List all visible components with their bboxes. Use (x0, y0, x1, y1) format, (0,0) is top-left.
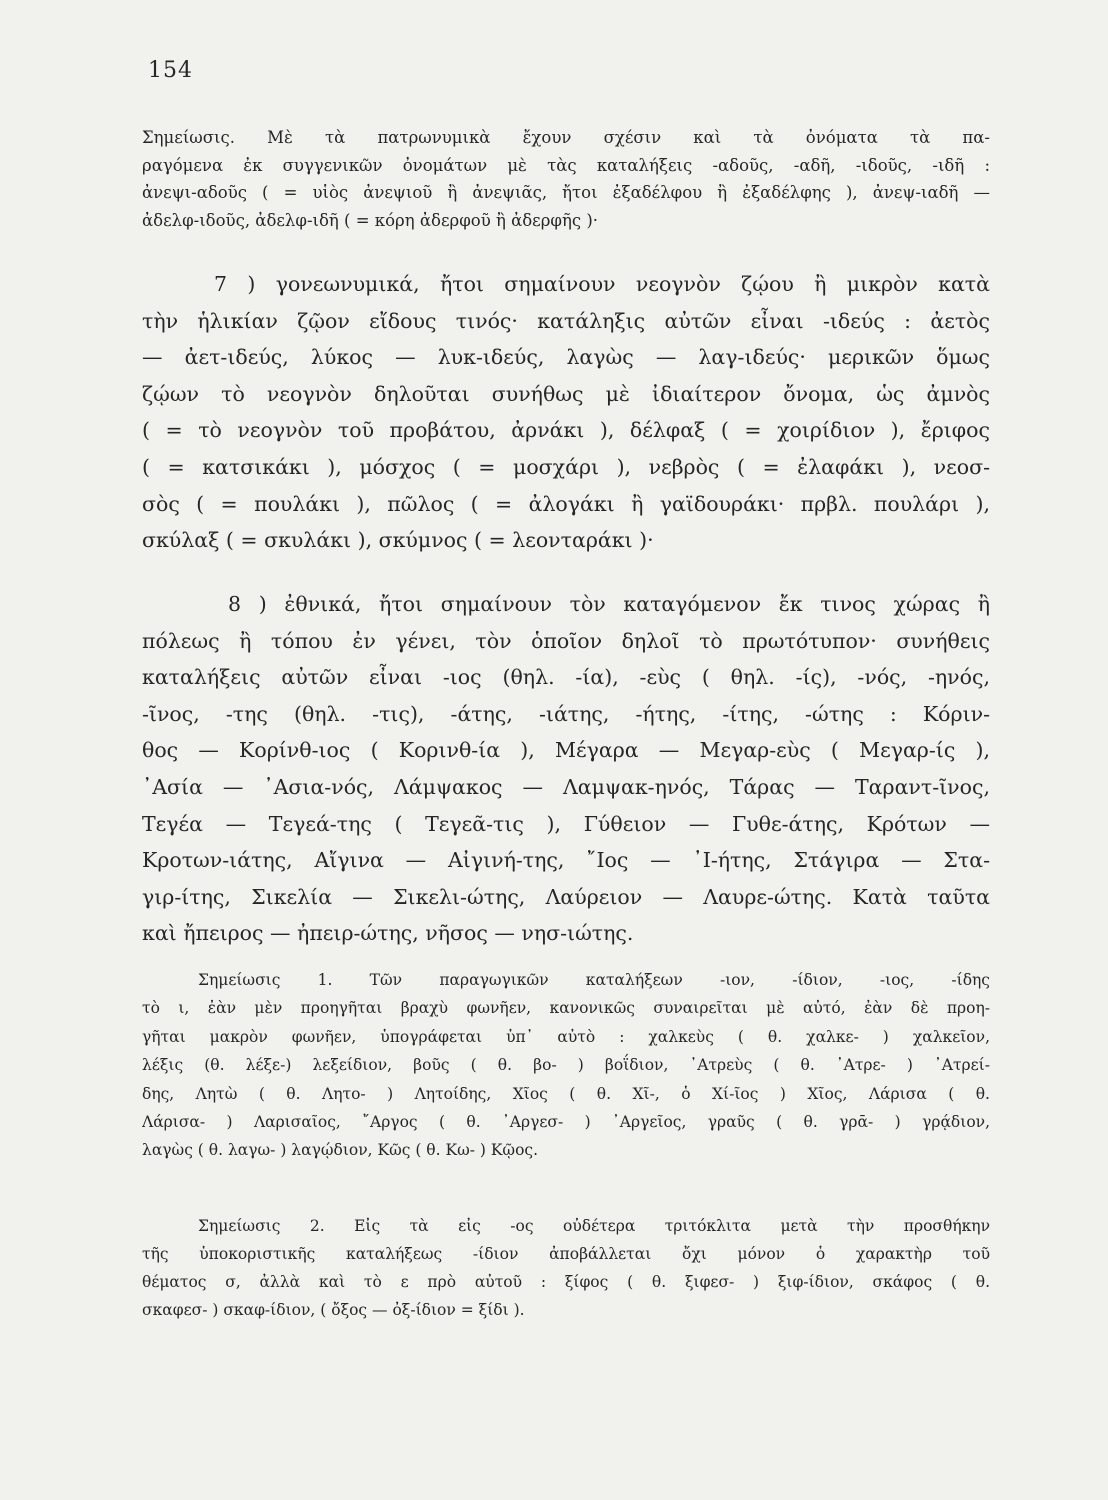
text-line: σκύλαξ ( = σκυλάκι ), σκύμνος ( = λεονταράκι )· (142, 528, 654, 553)
text-line: ραγόμενα ἐκ συγγενικῶν ὀνομάτων μὲ τὰς καταλήξεις -αδοῦς, -αδῆ, -ιδοῦς, -ιδῆ : (142, 155, 990, 175)
text-line: Σημείωσις 1. Τῶν παραγωγικῶν καταλήξεων -ιον, -ίδιον, -ιος, -ίδης (198, 971, 990, 989)
text-line: Σημείωσις. Μὲ τὰ πατρωνυμικὰ ἔχουν σχέσιν καὶ τὰ ὀνόματα τὰ πα- (142, 128, 990, 147)
text-line: ἀνεψι-αδοῦς ( = υἱὸς ἀνεψιοῦ ἢ ἀνεψιᾶς, ἤτοι ἐξαδέλφου ἢ ἐξαδέλφης ), ἀνεψ-ιαδῆ — (142, 183, 990, 202)
text-line: γιρ-ίτης, Σικελία — Σικελι-ώτης, Λαύρειον — Λαυρε-ώτης. Κατὰ ταῦτα (142, 884, 990, 909)
text-line: Κροτων-ιάτης, Αἴγινα — Αἰγινή-της, ῎Ιος — ᾿Ι-ήτης, Στάγιρα — Στα- (142, 848, 990, 873)
text-line: 7 ) γονεωνυμικά, ἤτοι σημαίνουν νεογνὸν ζῴου ἢ μικρὸν κατὰ (214, 272, 990, 296)
text-line: γῆται μακρὸν φωνῆεν, ὑπογράφεται ὑπ᾿ αὐτὸ : χαλκεὺς ( θ. χαλκε- ) χαλκεῖον, (142, 1027, 990, 1046)
page-number: 154 (148, 58, 193, 83)
text-line: ζῴων τὸ νεογνὸν δηλοῦται συνήθως μὲ ἰδιαίτερον ὄνομα, ὡς ἀμνὸς (142, 381, 990, 406)
section-7-goneonymika (142, 266, 990, 559)
text-line: -ῖνος, -της (θηλ. -τις), -άτης, -ιάτης, -ήτης, -ίτης, -ώτης : Κόριν- (142, 701, 990, 726)
text-line: καὶ ἤπειρος — ἠπειρ-ώτης, νῆσος — νησ-ιώτης. (142, 921, 634, 946)
section-8-ethnika (142, 586, 990, 952)
note-1-suffixes (142, 966, 990, 1165)
text-line: ( = τὸ νεογνὸν τοῦ προβάτου, ἀρνάκι ), δέλφαξ ( = χοιρίδιον ), ἔριφος (142, 418, 990, 443)
text-line: — ἀετ-ιδεύς, λύκος — λυκ-ιδεύς, λαγὼς — λαγ-ιδεύς· μερικῶν ὅμως (142, 345, 990, 370)
text-line: σκαφεσ- ) σκαφ-ίδιον, ( ὄξος — ὀξ-ίδιον = ξίδι ). (142, 1301, 525, 1319)
text-line: Τεγέα — Τεγεά-της ( Τεγεᾶ-τις ), Γύθειον — Γυθε-άτης, Κρότων — (142, 811, 990, 836)
text-line: θος — Κορίνθ-ιος ( Κορινθ-ία ), Μέγαρα — Μεγαρ-εὺς ( Μεγαρ-ίς ), (142, 738, 990, 763)
text-line: τὸ ι, ἐὰν μὲν προηγῆται βραχὺ φωνῆεν, κανονικῶς συναιρεῖται μὲ αὐτό, ἐὰν δὲ προη- (142, 999, 990, 1018)
text-line: ( = κατσικάκι ), μόσχος ( = μοσχάρι ), νεβρὸς ( = ἐλαφάκι ), νεοσ- (142, 454, 990, 479)
text-line: πόλεως ἢ τόπου ἐν γένει, τὸν ὁποῖον δηλοῖ τὸ πρωτότυπον· συνήθεις (142, 628, 990, 653)
text-line: ἀδελφ-ιδοῦς, ἀδελφ-ιδῆ ( = κόρη ἀδερφοῦ ἢ ἀδερφῆς )· (142, 210, 599, 230)
text-line: Σημείωσις 2. Εἰς τὰ εἰς -ος οὐδέτερα τριτόκλιτα μετὰ τὴν προσθήκην (198, 1217, 990, 1235)
text-line: δης, Λητὼ ( θ. Λητο- ) Λητοίδης, Χῖος ( θ. Χῖ-, ὁ Χί-ῖος ) Χῖος, Λάρισα ( θ. (142, 1084, 990, 1103)
text-line: λαγὼς ( θ. λαγω- ) λαγῴδιον, Κῶς ( θ. Κω- ) Κῷος. (142, 1141, 539, 1160)
note-2-neuter-nouns (142, 1212, 990, 1324)
text-line: λέξις (θ. λέξε-) λεξείδιον, βοῦς ( θ. βο- ) βοΐδιον, ᾿Ατρεὺς ( θ. ᾿Ατρε- ) ᾿Ατρεί- (142, 1056, 990, 1075)
text-line: τὴν ἡλικίαν ζῷον εἴδους τινός· κατάληξις αὐτῶν εἶναι -ιδεύς : ἀετὸς (142, 308, 990, 333)
note-patronymic-relatives (142, 124, 990, 234)
text-line: θέματος σ, ἀλλὰ καὶ τὸ ε πρὸ αὐτοῦ : ξίφος ( θ. ξιφεσ- ) ξιφ-ίδιον, σκάφος ( θ. (142, 1273, 990, 1291)
text-line: καταλήξεις αὐτῶν εἶναι -ιος (θηλ. -ία), -εὺς ( θηλ. -ίς), -νός, -ηνός, (142, 665, 990, 690)
text-line: Λάρισα- ) Λαρισαῖος, ῎Αργος ( θ. ᾿Αργεσ- ) ᾿Αργεῖος, γραῦς ( θ. γρᾱ- ) γρᾴδιον, (142, 1113, 990, 1132)
text-line: ᾿Ασία — ᾿Ασια-νός, Λάμψακος — Λαμψακ-ηνός, Τάρας — Ταραντ-ῖνος, (142, 774, 990, 799)
text-line: 8 ) ἐθνικά, ἤτοι σημαίνουν τὸν καταγόμενον ἔκ τινος χώρας ἢ (228, 592, 990, 616)
text-line: τῆς ὑποκοριστικῆς καταλήξεως -ίδιον ἀποβάλλεται ὄχι μόνον ὁ χαρακτὴρ τοῦ (142, 1245, 990, 1263)
text-line: σὸς ( = πουλάκι ), πῶλος ( = ἀλογάκι ἢ γαϊδουράκι· πρβλ. πουλάρι ), (142, 491, 990, 516)
